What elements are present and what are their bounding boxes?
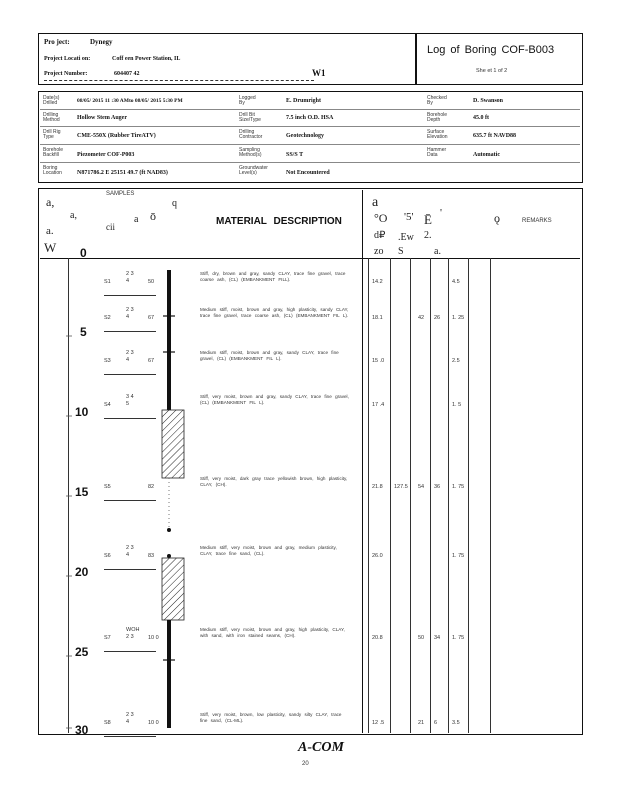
drilling-method-value: Hollow Stem Auger bbox=[77, 115, 127, 121]
info-row-divider bbox=[40, 144, 580, 145]
svg-text:a: a bbox=[134, 214, 139, 225]
column-header-glyphs bbox=[40, 192, 580, 258]
svg-text:.Ew: .Ew bbox=[398, 232, 414, 243]
lab-value-pp: 1. 25 bbox=[452, 315, 465, 321]
svg-text:a.: a. bbox=[434, 246, 441, 257]
svg-text:ō: ō bbox=[150, 209, 156, 223]
sample-recovery: 50 bbox=[148, 279, 155, 285]
borehole-backfill-value: Piezometer COF-P003 bbox=[77, 152, 135, 158]
lab-value-mc: 26.0 bbox=[372, 553, 383, 559]
sheet-number: She et 1 of 2 bbox=[476, 68, 508, 74]
svg-text:Ē: Ē bbox=[424, 212, 432, 227]
column-rule bbox=[362, 190, 363, 733]
dates-drilled-label: Date(s) Drilled bbox=[43, 95, 60, 106]
sample-recovery: 82 bbox=[148, 484, 155, 490]
svg-text:a,: a, bbox=[70, 210, 77, 221]
hammer-data-value: Automatic bbox=[473, 152, 500, 158]
material-description: Stiff, very moist, brown and gray, sandy CLAY, trace fine gravel, (CL) (EMBANKMENT FIL L). bbox=[200, 394, 349, 405]
sample-blow-counts: 2 3 4 bbox=[126, 545, 134, 558]
lab-value-pp: 1. 75 bbox=[452, 553, 465, 559]
table-header-rule bbox=[40, 258, 580, 259]
lab-value-ll: 50 bbox=[418, 635, 425, 641]
lab-value-mc: 21.8 bbox=[372, 484, 383, 490]
lab-value-ll: 42 bbox=[418, 315, 425, 321]
lab-value-mc: 17 .4 bbox=[372, 402, 385, 408]
sample-blow-counts: WOH 2 3 bbox=[126, 627, 140, 640]
depth-label: 5 bbox=[80, 325, 87, 339]
drilling-contractor-label: Drilling Contractor bbox=[239, 129, 263, 140]
material-description-header: MATERIAL DESCRIPTION bbox=[216, 216, 342, 227]
sampling-method-label: Sampling Method(s) bbox=[239, 147, 262, 158]
project-label: Pro ject: bbox=[44, 38, 70, 46]
svg-text:cii: cii bbox=[106, 222, 115, 232]
graphic-log bbox=[158, 258, 188, 733]
info-row-divider bbox=[40, 162, 580, 163]
checked-by-value: D. Swanson bbox=[473, 98, 504, 104]
lab-value-pp: 1. 75 bbox=[452, 635, 465, 641]
samples-header: SAMPLES bbox=[106, 191, 135, 197]
depth-label: 30 bbox=[75, 723, 89, 737]
sample-blow-counts: 2 3 4 bbox=[126, 350, 134, 363]
svg-text:S: S bbox=[398, 246, 404, 257]
lab-value-pp: 1. 75 bbox=[452, 484, 465, 490]
project-number-value: 604407 42 bbox=[114, 71, 140, 77]
sample-id: S7 bbox=[104, 635, 111, 641]
remarks-header: REMARKS bbox=[522, 218, 552, 224]
svg-text:W: W bbox=[44, 240, 57, 255]
sample-blow-counts: 2 3 4 bbox=[126, 271, 134, 284]
borehole-depth-value: 45.0 ft bbox=[473, 115, 489, 121]
material-description: Stiff, dry, brown and gray, sandy CLAY, trace fine gravel, trace coarse ash, (CL) (EMBANKMENT FILL). bbox=[200, 271, 346, 282]
sample-id: S8 bbox=[104, 720, 111, 726]
column-rule bbox=[490, 258, 491, 733]
sample-divider bbox=[104, 295, 156, 296]
depth-label: 20 bbox=[75, 565, 89, 579]
material-description: Stiff, very moist, dark gray trace yellowish brown, high plasticity, CLAY, (CH). bbox=[200, 476, 348, 487]
info-row-divider bbox=[40, 126, 580, 127]
column-rule bbox=[448, 258, 449, 733]
borehole-backfill-label: Borehole Backfill bbox=[43, 147, 64, 158]
lab-value-mc: 18.1 bbox=[372, 315, 383, 321]
material-description: Stiff, very moist, brown, low plasticity, sandy silty CLAY, trace fine sand, (CL-ML). bbox=[200, 712, 342, 723]
lab-value-pi: 34 bbox=[434, 635, 441, 641]
depth-scale-ticks bbox=[20, 258, 72, 733]
groundwater-label: Groundwater Level(s) bbox=[239, 165, 268, 176]
drilling-method-label: Drilling Method bbox=[43, 112, 60, 123]
depth-label: 0 bbox=[80, 246, 87, 260]
boring-location-value: N871786.2 E 25151 49.7 (ft NAD83) bbox=[77, 170, 168, 176]
column-rule bbox=[410, 258, 411, 733]
material-description: Medium stiff, very moist, brown and gray, high plasticity, CLAY, with sand, with iron stained seams, (CH). bbox=[200, 627, 345, 638]
column-rule bbox=[390, 258, 391, 733]
sample-blow-counts: 2 3 4 bbox=[126, 712, 134, 725]
sample-divider bbox=[104, 736, 156, 737]
sample-id: S1 bbox=[104, 279, 111, 285]
lab-value-dd: 127.5 bbox=[394, 484, 408, 490]
sample-recovery: 10 0 bbox=[148, 720, 159, 726]
sample-id: S2 bbox=[104, 315, 111, 321]
lab-value-pi: 26 bbox=[434, 315, 441, 321]
logged-by-label: Logged By bbox=[239, 95, 256, 106]
logged-by-value: E. Drumright bbox=[286, 98, 321, 104]
project-location-label: Project Locati on: bbox=[44, 56, 91, 62]
acom-logo: A-COM bbox=[298, 740, 344, 755]
column-rule bbox=[368, 258, 369, 733]
sample-divider bbox=[104, 651, 156, 652]
drilling-contractor-value: Geotechnology bbox=[286, 133, 324, 139]
svg-text:a: a bbox=[372, 195, 379, 210]
project-value: Dynegy bbox=[90, 38, 113, 46]
groundwater-value: Not Encountered bbox=[286, 170, 330, 176]
material-description: Medium stiff, very moist, brown and gray, medium plasticity, CLAY, trace fine sand, (CL). bbox=[200, 545, 337, 556]
lab-value-pp: 1. 5 bbox=[452, 402, 462, 408]
project-mark: W1 bbox=[312, 68, 326, 78]
lab-value-pi: 6 bbox=[434, 720, 438, 726]
dates-drilled-value: 08/05/ 2015 11 :30 AMto 08/05/ 2015 5:30 PM bbox=[77, 98, 183, 104]
sample-id: S6 bbox=[104, 553, 111, 559]
project-location-value: Coff een Power Station, IL bbox=[112, 56, 181, 62]
depth-label: 25 bbox=[75, 645, 89, 659]
drill-rig-label: Drill Rig Type bbox=[43, 129, 61, 140]
drill-bit-value: 7.5 inch O.D. HSA bbox=[286, 115, 334, 121]
boring-location-label: Boring Location bbox=[43, 165, 62, 176]
sample-id: S5 bbox=[104, 484, 111, 490]
checked-by-label: Checked By bbox=[427, 95, 447, 106]
svg-text:a,: a, bbox=[46, 195, 55, 209]
lab-value-ll: 54 bbox=[418, 484, 425, 490]
surface-elevation-value: 635.7 ft NAVD88 bbox=[473, 133, 517, 139]
svg-text:ǫ: ǫ bbox=[494, 211, 500, 225]
lab-value-mc: 12 .5 bbox=[372, 720, 385, 726]
sampling-method-value: SS/S T bbox=[286, 152, 304, 158]
drill-rig-value: CME-550X (Rubber TireATV) bbox=[77, 133, 156, 139]
sample-blow-counts: 2 3 4 bbox=[126, 307, 134, 320]
svg-text:d₽: d₽ bbox=[374, 230, 386, 241]
drill-bit-label: Drill Bit Size/Type bbox=[239, 112, 261, 123]
lab-value-pp: 3.5 bbox=[452, 720, 460, 726]
sample-divider bbox=[104, 418, 156, 419]
column-rule bbox=[430, 258, 431, 733]
svg-text:a.: a. bbox=[46, 225, 54, 237]
svg-text:zo: zo bbox=[374, 246, 384, 257]
sample-recovery: 67 bbox=[148, 358, 155, 364]
lab-value-ll: 21 bbox=[418, 720, 425, 726]
depth-label: 10 bbox=[75, 405, 89, 419]
sample-recovery: 67 bbox=[148, 315, 155, 321]
sample-id: S4 bbox=[104, 402, 111, 408]
page-number: 20 bbox=[302, 761, 309, 767]
hammer-data-label: Hammer Data bbox=[427, 147, 447, 158]
sample-recovery: 83 bbox=[148, 553, 155, 559]
lab-value-pp: 4.5 bbox=[452, 279, 460, 285]
column-rule bbox=[468, 258, 469, 733]
surface-elevation-label: Surface Elevation bbox=[427, 129, 448, 140]
lab-value-mc: 20.8 bbox=[372, 635, 383, 641]
title-box bbox=[415, 33, 583, 85]
lab-value-mc: 15 .0 bbox=[372, 358, 385, 364]
svg-text:': ' bbox=[440, 207, 442, 219]
sample-divider bbox=[104, 374, 156, 375]
dashed-rule bbox=[44, 80, 314, 81]
sample-recovery: 10 0 bbox=[148, 635, 159, 641]
info-row-divider bbox=[40, 109, 580, 110]
borehole-depth-label: Borehole Depth bbox=[427, 112, 448, 123]
svg-text:q: q bbox=[172, 198, 177, 209]
sample-blow-counts: 3 4 5 bbox=[126, 394, 134, 407]
sample-divider bbox=[104, 500, 156, 501]
sample-divider bbox=[104, 569, 156, 570]
sample-id: S3 bbox=[104, 358, 111, 364]
lab-value-mc: 14.2 bbox=[372, 279, 383, 285]
svg-text:°O: °O bbox=[374, 211, 388, 225]
lab-value-pp: 2.5 bbox=[452, 358, 460, 364]
lab-value-pi: 36 bbox=[434, 484, 441, 490]
boring-log-title: Log of Boring COF-B003 bbox=[427, 44, 555, 56]
project-number-label: Project Number: bbox=[44, 71, 88, 77]
svg-text:'5': '5' bbox=[404, 211, 414, 223]
material-description: Medium stiff, moist, brown and gray, sandy CLAY, trace fine gravel, (CL) (EMBANKMENT FIL L). bbox=[200, 350, 339, 361]
sample-divider bbox=[104, 331, 156, 332]
svg-text:2.: 2. bbox=[424, 230, 432, 241]
depth-label: 15 bbox=[75, 485, 89, 499]
material-description: Medium stiff, moist, brown and gray, high plasticity, sandy CLAY, trace fine gravel, trace coarse ash, (CL) (EMBANKMENT FIL L). bbox=[200, 307, 349, 318]
